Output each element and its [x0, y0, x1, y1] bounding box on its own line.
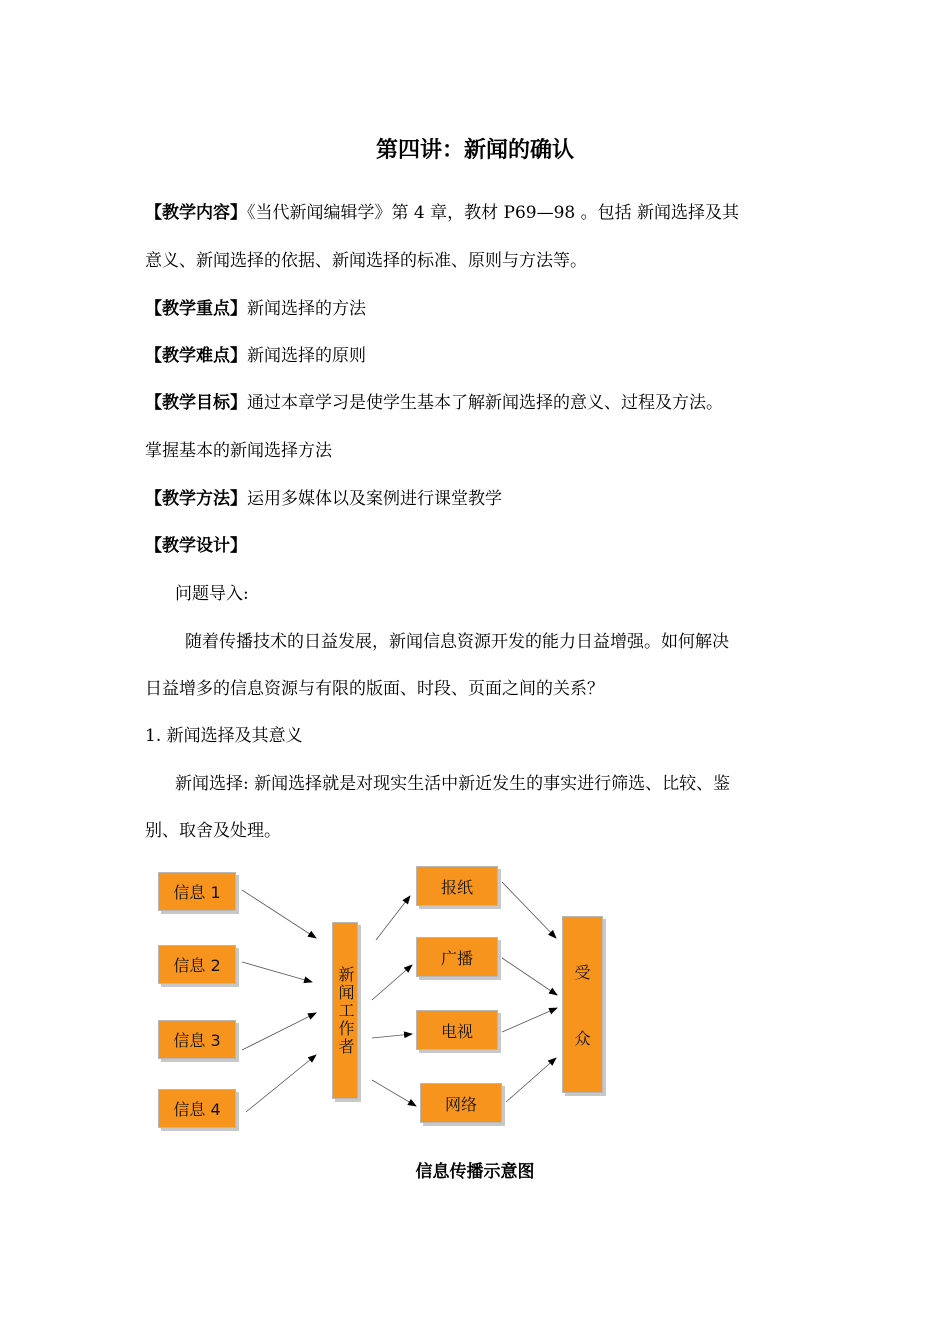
arrow-source2-worker — [242, 962, 312, 982]
objective-line-2 — [145, 437, 815, 465]
objective-text-1: 通过本章学习是使学生基本了解新闻选择的意义、过程及方法。 — [247, 393, 723, 413]
design-line — [145, 532, 815, 560]
objective-text-2: 掌握基本的新闻选择方法 — [145, 441, 332, 461]
arrow-internet-audience — [506, 1058, 556, 1102]
arrow-worker-newspaper — [376, 896, 410, 940]
arrow-source4-worker — [246, 1055, 316, 1112]
media-label-radio: 广播 — [440, 948, 473, 968]
media-box-newspaper — [416, 866, 498, 906]
arrow-tv-audience — [502, 1008, 557, 1032]
media-label-tv: 电视 — [440, 1021, 473, 1041]
key-point-text: 新闻选择的方法 — [247, 299, 366, 319]
intro-para-line-2: 日益增多的信息资源与有限的版面、时段、页面之间的关系？ — [145, 679, 604, 699]
arrow-radio-audience — [502, 958, 557, 995]
difficulty-text: 新闻选择的原则 — [247, 346, 366, 366]
arrow-source3-worker — [242, 1013, 316, 1050]
media-label-newspaper: 报纸 — [440, 877, 473, 897]
section1-para-line-1: 新闻选择: 新闻选择就是对现实生活中新近发生的事实进行筛选、比较、鉴 — [175, 774, 731, 794]
arrow-worker-tv — [372, 1034, 412, 1038]
media-box-internet — [420, 1083, 502, 1123]
source-box-3 — [158, 1020, 236, 1059]
content-text-1: 《当代新闻编辑学》第 4 章，教材 P69—98 。包括 新闻选择及其 — [247, 203, 740, 223]
method-text: 运用多媒体以及案例进行课堂教学 — [247, 489, 502, 509]
audience-char-1: 受 — [574, 963, 591, 982]
source-label-2: 信息 2 — [173, 956, 221, 975]
content-label: 【教学内容】 — [145, 203, 247, 223]
source-label-1: 信息 1 — [173, 883, 221, 902]
key-point-line — [145, 295, 815, 323]
arrow-worker-radio — [372, 965, 412, 1000]
worker-box — [332, 922, 358, 1099]
arrow-newspaper-audience — [502, 882, 556, 938]
audience-box — [562, 916, 603, 1093]
method-label: 【教学方法】 — [145, 489, 247, 509]
audience-char-2: 众 — [574, 1029, 591, 1048]
worker-label: 新闻工作者 — [336, 965, 355, 1056]
method-line — [145, 485, 815, 513]
objective-line-1 — [145, 389, 815, 417]
source-box-2 — [158, 945, 236, 984]
arrow-source1-worker — [242, 890, 316, 938]
source-box-1 — [158, 872, 236, 911]
difficulty-line — [145, 342, 815, 370]
source-label-4: 信息 4 — [173, 1100, 221, 1119]
media-label-internet: 网络 — [444, 1094, 477, 1114]
intro-para-line-1: 随着传播技术的日益发展，新闻信息资源开发的能力日益增强。如何解决 — [185, 632, 729, 652]
content-line-1 — [145, 199, 815, 227]
difficulty-label: 【教学难点】 — [145, 346, 247, 366]
section1-para-line-2: 别、取舍及处理。 — [145, 821, 281, 841]
content-text-2: 意义、新闻选择的依据、新闻选择的标准、原则与方法等。 — [145, 251, 587, 271]
diagram-caption: 信息传播示意图 — [415, 1162, 535, 1182]
content-line-2 — [145, 247, 815, 275]
section1-heading: 1. 新闻选择及其意义 — [145, 726, 303, 746]
key-point-label: 【教学重点】 — [145, 299, 247, 319]
objective-label: 【教学目标】 — [145, 393, 247, 413]
source-label-3: 信息 3 — [173, 1031, 221, 1050]
source-box-4 — [158, 1089, 236, 1128]
arrow-worker-internet — [372, 1080, 416, 1106]
intro-heading: 问题导入: — [175, 584, 249, 604]
media-box-radio — [416, 937, 498, 977]
design-label: 【教学设计】 — [145, 536, 247, 556]
media-box-tv — [416, 1010, 498, 1050]
page-title: 第四讲：新闻的确认 — [375, 138, 574, 163]
